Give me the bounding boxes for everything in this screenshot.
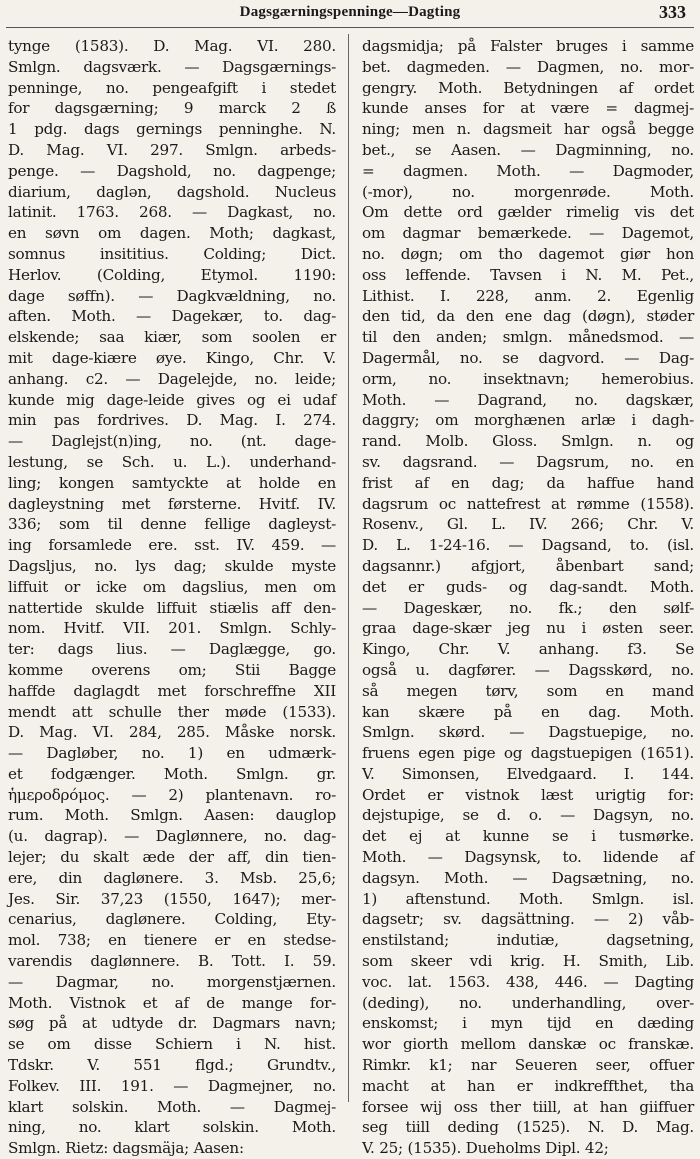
text-line: rum. Moth. Smlgn. Aasen: dauglop <box>8 806 336 825</box>
text-line: en søvn om dagen. Moth; dagkast, <box>8 224 336 243</box>
text-line: daggry; om morghænen arlæ i dagh- <box>362 411 694 430</box>
text-line: ning, no. klart solskin. Moth. <box>8 1118 336 1137</box>
text-line: graa dage-skær jeg nu i østen seer. <box>362 619 694 638</box>
text-line: enskomst; i myn tijd en dæding <box>362 1014 694 1033</box>
text-line: Rosenv., Gl. L. IV. 266; Chr. V. <box>362 515 694 534</box>
text-line: ning; men n. dagsmeit har også begge <box>362 120 694 139</box>
text-line: aften. Moth. — Dagekær, to. dag- <box>8 307 336 326</box>
text-line: Herlov. (Colding, Etymol. 1190: <box>8 265 336 284</box>
text-line: mendt att schulle ther møde (1533). <box>8 702 336 721</box>
text-line: rand. Molb. Gloss. Smlgn. n. og <box>362 432 694 451</box>
text-line: Smlgn. Rietz: dagsmäja; Aasen: <box>8 1139 244 1158</box>
text-line: cenarius, daglønere. Colding, Ety- <box>8 910 336 929</box>
text-line: — Daglejst(n)ing, no. (nt. dage- <box>8 432 336 451</box>
text-line: penge. — Dagshold, no. dagpenge; <box>8 161 336 180</box>
text-line: D. L. 1-24-16. — Dagsand, to. (isl. <box>362 536 694 555</box>
text-line: se om disse Schiern i N. hist. <box>8 1035 336 1054</box>
text-line: dagsetr; sv. dagsättning. — 2) våb- <box>362 910 694 929</box>
text-line: dagsrum oc nattefrest at rømme (1558). <box>362 494 694 513</box>
text-line: dagleystning met førsterne. Hvitf. IV. <box>8 494 336 513</box>
text-line: (deding), no. underhandling, over- <box>362 993 694 1012</box>
text-line: søg på at udtyde dr. Dagmars navn; <box>8 1014 336 1033</box>
text-line: ing forsamlede ere. sst. IV. 459. — <box>8 536 336 555</box>
text-line: D. Mag. VI. 297. Smlgn. arbeds- <box>8 140 336 159</box>
text-line: kan skære på en dag. Moth. <box>362 702 694 721</box>
text-line: Tdskr. V. 551 flgd.; Grundtv., <box>8 1056 336 1075</box>
text-line: mit dage-kiære øye. Kingo, Chr. V. <box>8 348 336 367</box>
text-line: V. 25; (1535). Dueholms Dipl. 42; <box>362 1139 609 1158</box>
text-line: til den anden; smlgn. månedsmod. — <box>362 328 694 347</box>
text-line: ere, din daglønere. 3. Msb. 25,6; <box>8 868 336 887</box>
text-line: Moth. — Dagrand, no. dagskær, <box>362 390 694 409</box>
text-line: oss leffende. Tavsen i N. M. Pet., <box>362 265 694 284</box>
text-line: (u. dagrap). — Daglønnere, no. dag- <box>8 827 336 846</box>
text-line: fruens egen pige og dagstuepigen (1651). <box>362 744 694 763</box>
page-header <box>0 0 700 30</box>
text-line: enstilstand; indutiæ, dagsetning, <box>362 931 694 950</box>
text-line: V. Simonsen, Elvedgaard. I. 144. <box>362 764 694 783</box>
text-line: somnus insititius. Colding; Dict. <box>8 244 336 263</box>
text-line: ling; kongen samtyckte at holde en <box>8 473 336 492</box>
text-line: som skeer vdi krig. H. Smith, Lib. <box>362 952 694 971</box>
text-line: Moth. — Dagsynsk, to. lidende af <box>362 848 694 867</box>
text-line: 336; som til denne fellige dagleyst- <box>8 515 336 534</box>
text-line: macht at han er indkreffthet, tha <box>362 1076 694 1095</box>
text-line: ἡμεροδρόμος. — 2) plantenavn. ro- <box>8 785 336 804</box>
text-line: Smlgn. dagsværk. — Dagsgærnings- <box>8 57 336 76</box>
running-head: Dagsgærningspenninge—Dagting <box>239 4 461 20</box>
text-line: 1 pdg. dags gernings penninghe. N. <box>8 120 336 139</box>
text-line: et fodgænger. Moth. Smlgn. gr. <box>8 764 336 783</box>
text-line: dagsmidja; på Falster bruges i samme <box>362 37 694 55</box>
header-rule <box>6 27 694 28</box>
text-line: om dagmar bemærkede. — Dagemot, <box>362 224 694 243</box>
text-line: varendis daglønnere. B. Tott. I. 59. <box>8 952 336 971</box>
text-line: den tid, da den ene dag (døgn), støder <box>362 307 694 326</box>
column-divider <box>348 34 349 1102</box>
text-line: min pas fordrives. D. Mag. I. 274. <box>8 411 336 430</box>
right-column <box>362 36 694 1158</box>
text-line: kunde mig dage-leide gives og ei udaf <box>8 390 336 409</box>
text-line: frist af en dag; da haffue hand <box>362 473 694 492</box>
text-line: Lithist. I. 228, anm. 2. Egenlig <box>362 286 694 305</box>
text-line: anhang. c2. — Dagelejde, no. leide; <box>8 369 336 388</box>
text-line: voc. lat. 1563. 438, 446. — Dagting <box>362 972 694 991</box>
text-line: Moth. Vistnok et af de mange for- <box>8 993 336 1012</box>
text-line: sv. dagsrand. — Dagsrum, no. en <box>362 452 694 471</box>
text-line: mol. 738; en tienere er en stedse- <box>8 931 336 950</box>
text-line: nattertide skulde liffuit stiælis aff den- <box>8 598 336 617</box>
text-line: Om dette ord gælder rimelig vis det <box>362 203 694 222</box>
text-line: Dagsljus, no. lys dag; skulde myste <box>8 556 336 575</box>
text-line: dage søffn). — Dagkvældning, no. <box>8 286 336 305</box>
text-line: diarium, daglən, dagshold. Nucleus <box>8 182 336 201</box>
text-line: bet., se Aasen. — Dagminning, no. <box>362 140 694 159</box>
text-line: så megen tørv, som en mand <box>362 681 694 700</box>
text-line: seg tiill deding (1525). N. D. Mag. <box>362 1118 694 1137</box>
text-line: Ordet er vistnok læst urigtig for: <box>362 785 694 804</box>
text-line: dagsannr.) afgjort, åbenbart sand; <box>362 556 694 575</box>
text-line: Dagermål, no. se dagvord. — Dag- <box>362 348 694 367</box>
text-line: ter: dags lius. — Daglægge, go. <box>8 640 336 659</box>
text-line: — Dagløber, no. 1) en udmærk- <box>8 744 336 763</box>
text-line: komme overens om; Stii Bagge <box>8 660 336 679</box>
page-number: 333 <box>659 2 686 22</box>
text-line: 1) aftenstund. Moth. Smlgn. isl. <box>362 889 694 908</box>
left-column <box>8 36 336 1158</box>
text-line: Kingo, Chr. V. anhang. f3. Se <box>362 640 694 659</box>
text-line: lestung, se Sch. u. L.). underhand- <box>8 452 336 471</box>
text-line: det er guds- og dag-sandt. Moth. <box>362 577 694 596</box>
text-line: — Dageskær, no. fk.; den sølf- <box>362 598 694 617</box>
text-line: penninge, no. pengeafgift i stedet <box>8 78 336 97</box>
text-line: orm, no. insektnavn; hemerobius. <box>362 369 694 388</box>
text-line: det ej at kunne se i tusmørke. <box>362 827 694 846</box>
text-line: dagsyn. Moth. — Dagsætning, no. <box>362 868 694 887</box>
text-line: (-mor), no. morgenrøde. Moth. <box>362 182 694 201</box>
text-line: tynge (1583). D. Mag. VI. 280. <box>8 37 336 55</box>
text-line: latinit. 1763. 268. — Dagkast, no. <box>8 203 336 222</box>
text-line: dejstupige, se d. o. — Dagsyn, no. <box>362 806 694 825</box>
text-line: klart solskin. Moth. — Dagmej- <box>8 1097 336 1116</box>
text-line: forsee wij oss ther tiill, at han giiffuer <box>362 1097 694 1116</box>
text-line: Jes. Sir. 37,23 (1550, 1647); mer- <box>8 889 336 908</box>
text-line: nom. Hvitf. VII. 201. Smlgn. Schly- <box>8 619 336 638</box>
text-line: liffuit or icke om dagslius, men om <box>8 577 336 596</box>
text-line: wor giorth mellom danskæ oc franskæ. <box>362 1035 694 1054</box>
text-line: — Dagmar, no. morgenstjærnen. <box>8 972 336 991</box>
text-line: no. døgn; om tho dagemot giør hon <box>362 244 694 263</box>
text-line: Smlgn. skørd. — Dagstuepige, no. <box>362 723 694 742</box>
text-line: Rimkr. k1; nar Seueren seer, offuer <box>362 1056 694 1075</box>
text-line: elskende; saa kiær, som soolen er <box>8 328 336 347</box>
text-line: = dagmen. Moth. — Dagmoder, <box>362 161 694 180</box>
text-line: Folkev. III. 191. — Dagmejner, no. <box>8 1076 336 1095</box>
text-line: haffde daglagdt met forschreffne XII <box>8 681 336 700</box>
text-line: for dagsgærning; 9 marck 2 ß <box>8 99 336 118</box>
text-line: gengry. Moth. Betydningen af ordet <box>362 78 694 97</box>
text-line: D. Mag. VI. 284, 285. Måske norsk. <box>8 723 336 742</box>
text-line: også u. dagfører. — Dagsskørd, no. <box>362 660 694 679</box>
text-line: lejer; du skalt æde der aff, din tien- <box>8 848 336 867</box>
text-line: kunde anses for at være = dagmej- <box>362 99 694 118</box>
text-line: bet. dagmeden. — Dagmen, no. mor- <box>362 57 694 76</box>
